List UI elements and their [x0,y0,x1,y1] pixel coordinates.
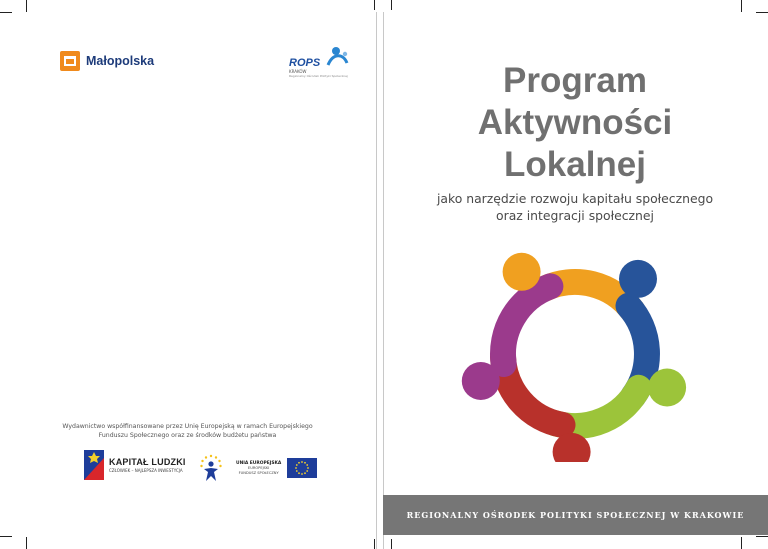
crop-mark [741,0,742,12]
people-circle-illustration [440,236,710,462]
crop-mark [374,539,375,549]
crop-mark [756,12,768,13]
eu-logo [236,458,317,478]
figure-head-blue [619,260,657,298]
crop-mark [26,537,27,549]
cover-subtitle [420,190,730,224]
funding-line: Wydawnictwo współfinansowane przez Unię Europejską w ramach Europejskiego [62,423,313,430]
rops-logo [287,45,349,81]
title-line: Aktywności [477,103,673,142]
crop-mark [26,0,27,12]
crop-mark [0,12,12,13]
crop-mark [0,536,12,537]
crop-mark [391,0,392,10]
spine-line [376,12,377,549]
crop-mark [374,0,375,10]
figure-arm-purple [503,286,550,364]
crop-mark [756,536,768,537]
rops-swirl-icon [325,45,349,69]
rops-city: KRAKÓW [289,69,307,74]
crop-mark [391,539,392,549]
subtitle-line: oraz integracji społecznej [496,208,654,223]
funding-note [40,422,335,440]
eu-title: UNIA EUROPEJSKA [236,460,282,466]
title-line: Lokalnej [504,145,646,184]
cover-title [460,60,690,186]
eu-line: EUROPEJSKI [247,465,270,470]
publisher-band [383,495,768,535]
publisher-name: REGIONALNY OŚRODEK POLITYKI SPOŁECZNEJ W KRAKOWIE [406,510,745,520]
rops-name: ROPS [289,57,321,69]
title-line: Program [503,61,647,100]
malopolska-logo [60,51,154,71]
eu-line: FUNDUSZ SPOŁECZNY [238,470,279,475]
figure-head-green [648,369,686,407]
subtitle-line: jako narzędzie rozwoju kapitału społecznego [436,191,714,206]
funding-line: Funduszu Społecznego oraz ze środków budżetu państwa [98,432,277,439]
figure-head-purple [462,362,500,400]
spine-line [383,12,384,549]
eu-flag-icon [287,458,317,478]
figure-head-orange [503,253,541,291]
crop-mark [741,537,742,549]
malopolska-emblem-icon [60,51,80,71]
rops-tagline: Regionalny Ośrodek Polityki Społecznej [289,74,348,78]
kapital-ludzki-emblem-icon [84,450,104,480]
kapital-ludzki-logo [84,450,186,480]
kapital-ludzki-title: KAPITAŁ LUDZKI [109,457,186,467]
kapital-ludzki-subtitle: CZŁOWIEK – NAJLEPSZA INWESTYCJA [109,468,183,473]
eu-stars-person-icon [196,453,226,483]
malopolska-label: Małopolska [86,54,155,68]
